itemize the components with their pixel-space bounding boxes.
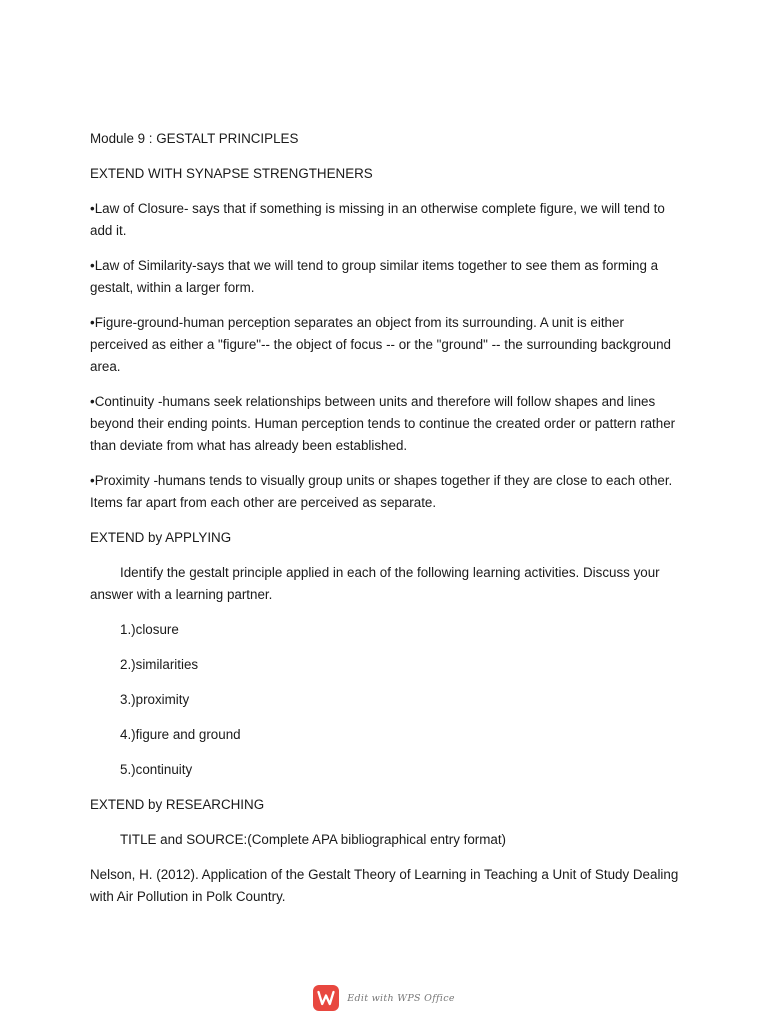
answer-item-4: 4.)figure and ground [120, 727, 241, 742]
principle-closure: •Law of Closure- says that if something is missing in an otherwise complete figure, we will tend to add it. [90, 201, 665, 238]
apa-reference: Nelson, H. (2012). Application of the Gestalt Theory of Learning in Teaching a Unit of Study Dealing with Air Pollution in Polk Country. [90, 867, 679, 904]
title-source-label: TITLE and SOURCE: [120, 832, 248, 847]
module-title: Module 9 : GESTALT PRINCIPLES [90, 131, 299, 146]
principle-proximity: •Proximity -humans tends to visually group units or shapes together if they are close to each other. Items far apart from each other are perceived as separate. [90, 473, 673, 510]
principle-figure-ground: •Figure-ground-human perception separates an object from its surrounding. A unit is either perceived as either a "figure"-- the object of focus -- or the "ground" -- the surrounding background area. [90, 315, 671, 374]
wps-footer-text: Edit with WPS Office [347, 992, 455, 1004]
document-body [90, 128, 680, 921]
section-heading-applying: EXTEND by APPLYING [90, 530, 232, 545]
answer-item-2: 2.)similarities [120, 657, 199, 672]
title-source-line [120, 829, 680, 851]
answer-item-5: 5.)continuity [120, 762, 193, 777]
answer-item-3: 3.)proximity [120, 692, 190, 707]
wps-office-logo-icon [313, 985, 339, 1011]
title-source-note: (Complete APA bibliographical entry format) [247, 832, 507, 847]
section-heading-synapse: EXTEND WITH SYNAPSE STRENGTHENERS [90, 166, 373, 181]
wps-footer[interactable] [0, 984, 768, 1012]
principle-similarity: •Law of Similarity-says that we will tend to group similar items together to see them as forming a gestalt, within a larger form. [90, 258, 659, 295]
instruction-paragraph: Identify the gestalt principle applied in each of the following learning activities. Discuss your answer with a learning partner. [90, 565, 660, 602]
answer-item-1: 1.)closure [120, 622, 179, 637]
section-heading-researching: EXTEND by RESEARCHING [90, 797, 265, 812]
principle-continuity: •Continuity -humans seek relationships between units and therefore will follow shapes and lines beyond their ending points. Human perception tends to continue the created order or pattern rather than deviate from what has already been established. [90, 394, 676, 453]
